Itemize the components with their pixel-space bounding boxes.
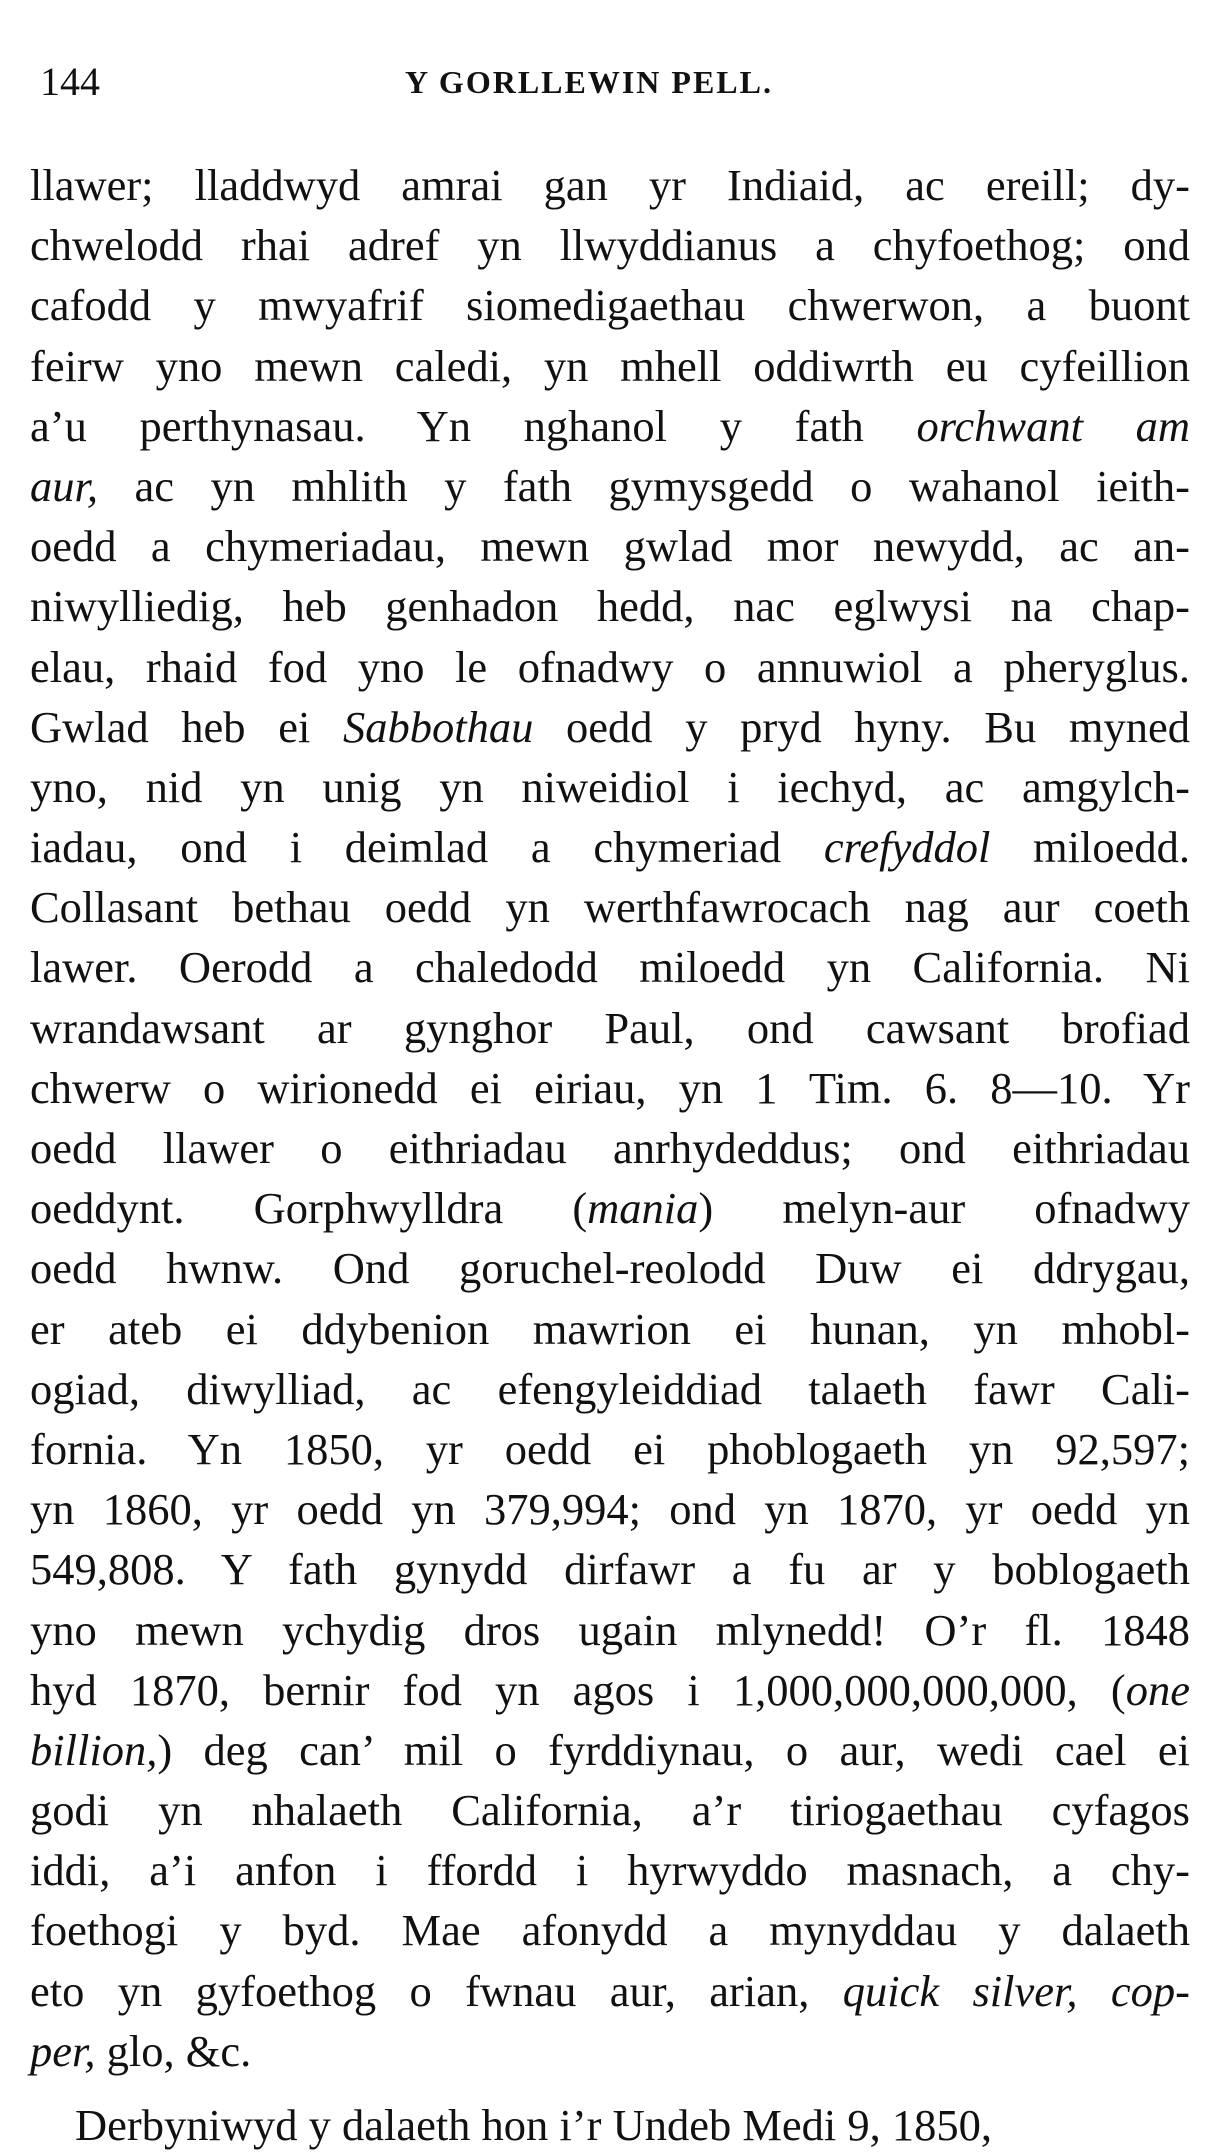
text-line [30, 576, 1190, 636]
text-line [30, 1840, 1190, 1900]
text-line [30, 1479, 1190, 1539]
text-segment: yno mewn ychydig dros ugain mlynedd! O’r fl. 1848 [30, 1604, 1190, 1655]
text-line [30, 817, 1190, 877]
text-line [30, 1359, 1190, 1419]
text-line [30, 2095, 1190, 2155]
italic-text: quick silver, cop- [842, 1965, 1190, 2016]
paragraph [30, 2095, 1190, 2155]
text-line [30, 1780, 1190, 1840]
text-segment: wrandawsant ar gynghor Paul, ond cawsant brofiad [30, 1002, 1190, 1053]
text-line [30, 2021, 1190, 2081]
text-line [30, 1299, 1190, 1359]
text-segment: chwerw o wirionedd ei eiriau, yn 1 Tim. 6. 8—10. Yr [30, 1062, 1190, 1113]
text-line [30, 937, 1190, 997]
text-line [30, 456, 1190, 516]
text-segment: elau, rhaid fod yno le ofnadwy o annuwiol a pheryglus. [30, 641, 1190, 692]
text-segment: a’u perthynasau. Yn nghanol y fath [30, 400, 917, 451]
italic-text: mania [587, 1183, 699, 1234]
text-line [30, 1178, 1190, 1238]
italic-text: Sabbothau [343, 701, 534, 752]
text-line [30, 155, 1190, 215]
text-line [30, 1058, 1190, 1118]
text-segment: miloedd. [990, 822, 1191, 873]
text-segment: iddi, a’i anfon i ffordd i hyrwyddo masnach, a chy- [30, 1845, 1190, 1896]
text-line [30, 1961, 1190, 2021]
italic-text: per, [30, 2025, 96, 2076]
text-segment: cafodd y mwyafrif siomedigaethau chwerwon, a buont [30, 280, 1190, 331]
text-segment: oedd hwnw. Ond goruchel-reolodd Duw ei ddrygau, [30, 1243, 1190, 1294]
text-segment: er ateb ei ddybenion mawrion ei hunan, yn mhobl- [30, 1303, 1190, 1354]
italic-text: aur, [30, 460, 99, 511]
text-segment: yno, nid yn unig yn niweidiol i iechyd, ac amgylch- [30, 761, 1190, 812]
text-segment: ) deg can’ mil o fyrddiynau, o aur, wedi cael ei [157, 1724, 1190, 1775]
text-segment: Derbyniwyd y dalaeth hon i’r Undeb Medi 9, 1850, [75, 2100, 993, 2150]
text-line [30, 275, 1190, 335]
text-line [30, 396, 1190, 456]
text-line [30, 697, 1190, 757]
text-segment: fornia. Yn 1850, yr oedd ei phoblogaeth yn 92,597; [30, 1423, 1190, 1474]
text-segment: oedd y pryd hyny. Bu myned [533, 701, 1190, 752]
text-segment: niwylliedig, heb genhadon hedd, nac eglwysi na chap- [30, 581, 1190, 632]
text-segment: hyd 1870, bernir fod yn agos i 1,000,000,000,000, ( [30, 1664, 1126, 1715]
text-segment: feirw yno mewn caledi, yn mhell oddiwrth eu cyfeillion [30, 340, 1190, 391]
running-title: Y GORLLEWIN PELL. [405, 64, 773, 100]
text-segment: glo, &c. [95, 2025, 252, 2076]
italic-text: one [1125, 1664, 1190, 1715]
text-segment: Collasant bethau oedd yn werthfawrocach nag aur coeth [30, 882, 1190, 933]
text-line [30, 1238, 1190, 1298]
paragraph [30, 155, 1190, 2081]
text-line [30, 1419, 1190, 1479]
text-segment: oeddynt. Gorphwylldra ( [30, 1183, 588, 1234]
text-segment: chwelodd rhai adref yn llwyddianus a chyfoethog; ond [30, 220, 1190, 271]
text-segment: ogiad, diwylliad, ac efengyleiddiad talaeth fawr Cali- [30, 1363, 1190, 1414]
text-segment: oedd a chymeriadau, mewn gwlad mor newydd, ac an- [30, 521, 1190, 572]
text-segment: 549,808. Y fath gynydd dirfawr a fu ar y boblogaeth [30, 1544, 1190, 1595]
text-line [30, 516, 1190, 576]
page-number: 144 [40, 59, 100, 104]
text-segment: godi yn nhalaeth California, a’r tiriogaethau cyfagos [30, 1785, 1190, 1836]
text-line [30, 877, 1190, 937]
text-line [30, 1539, 1190, 1599]
text-segment: foethogi y byd. Mae afonydd a mynyddau y dalaeth [30, 1905, 1190, 1956]
paragraph-gap [30, 2081, 1190, 2095]
text-line [30, 1720, 1190, 1780]
text-line [30, 1660, 1190, 1720]
text-segment: oedd llawer o eithriadau anrhydeddus; ond eithriadau [30, 1123, 1190, 1173]
italic-text: orchwant am [916, 400, 1190, 451]
italic-text: crefyddol [823, 822, 991, 873]
text-line [30, 757, 1190, 817]
text-line [30, 1118, 1190, 1178]
text-line [30, 1600, 1190, 1660]
body-text [30, 155, 1190, 2155]
italic-text: billion, [30, 1724, 158, 1775]
text-segment: lawer. Oerodd a chaledodd miloedd yn California. Ni [30, 942, 1190, 993]
running-head [40, 52, 1190, 112]
text-segment: ) melyn-aur ofnadwy [698, 1183, 1190, 1234]
text-segment: Gwlad heb ei [30, 701, 344, 752]
text-segment: iadau, ond i deimlad a chymeriad [30, 822, 824, 873]
text-segment: ac yn mhlith y fath gymysgedd o wahanol ieith- [98, 460, 1190, 511]
text-line [30, 998, 1190, 1058]
text-segment: eto yn gyfoethog o fwnau aur, arian, [30, 1965, 843, 2016]
text-line [30, 1900, 1190, 1960]
text-segment: yn 1860, yr oedd yn 379,994; ond yn 1870, yr oedd yn [30, 1484, 1190, 1535]
text-line [30, 336, 1190, 396]
text-line [30, 215, 1190, 275]
text-segment: llawer; lladdwyd amrai gan yr Indiaid, ac ereill; dy- [30, 160, 1190, 210]
text-line [30, 637, 1190, 697]
